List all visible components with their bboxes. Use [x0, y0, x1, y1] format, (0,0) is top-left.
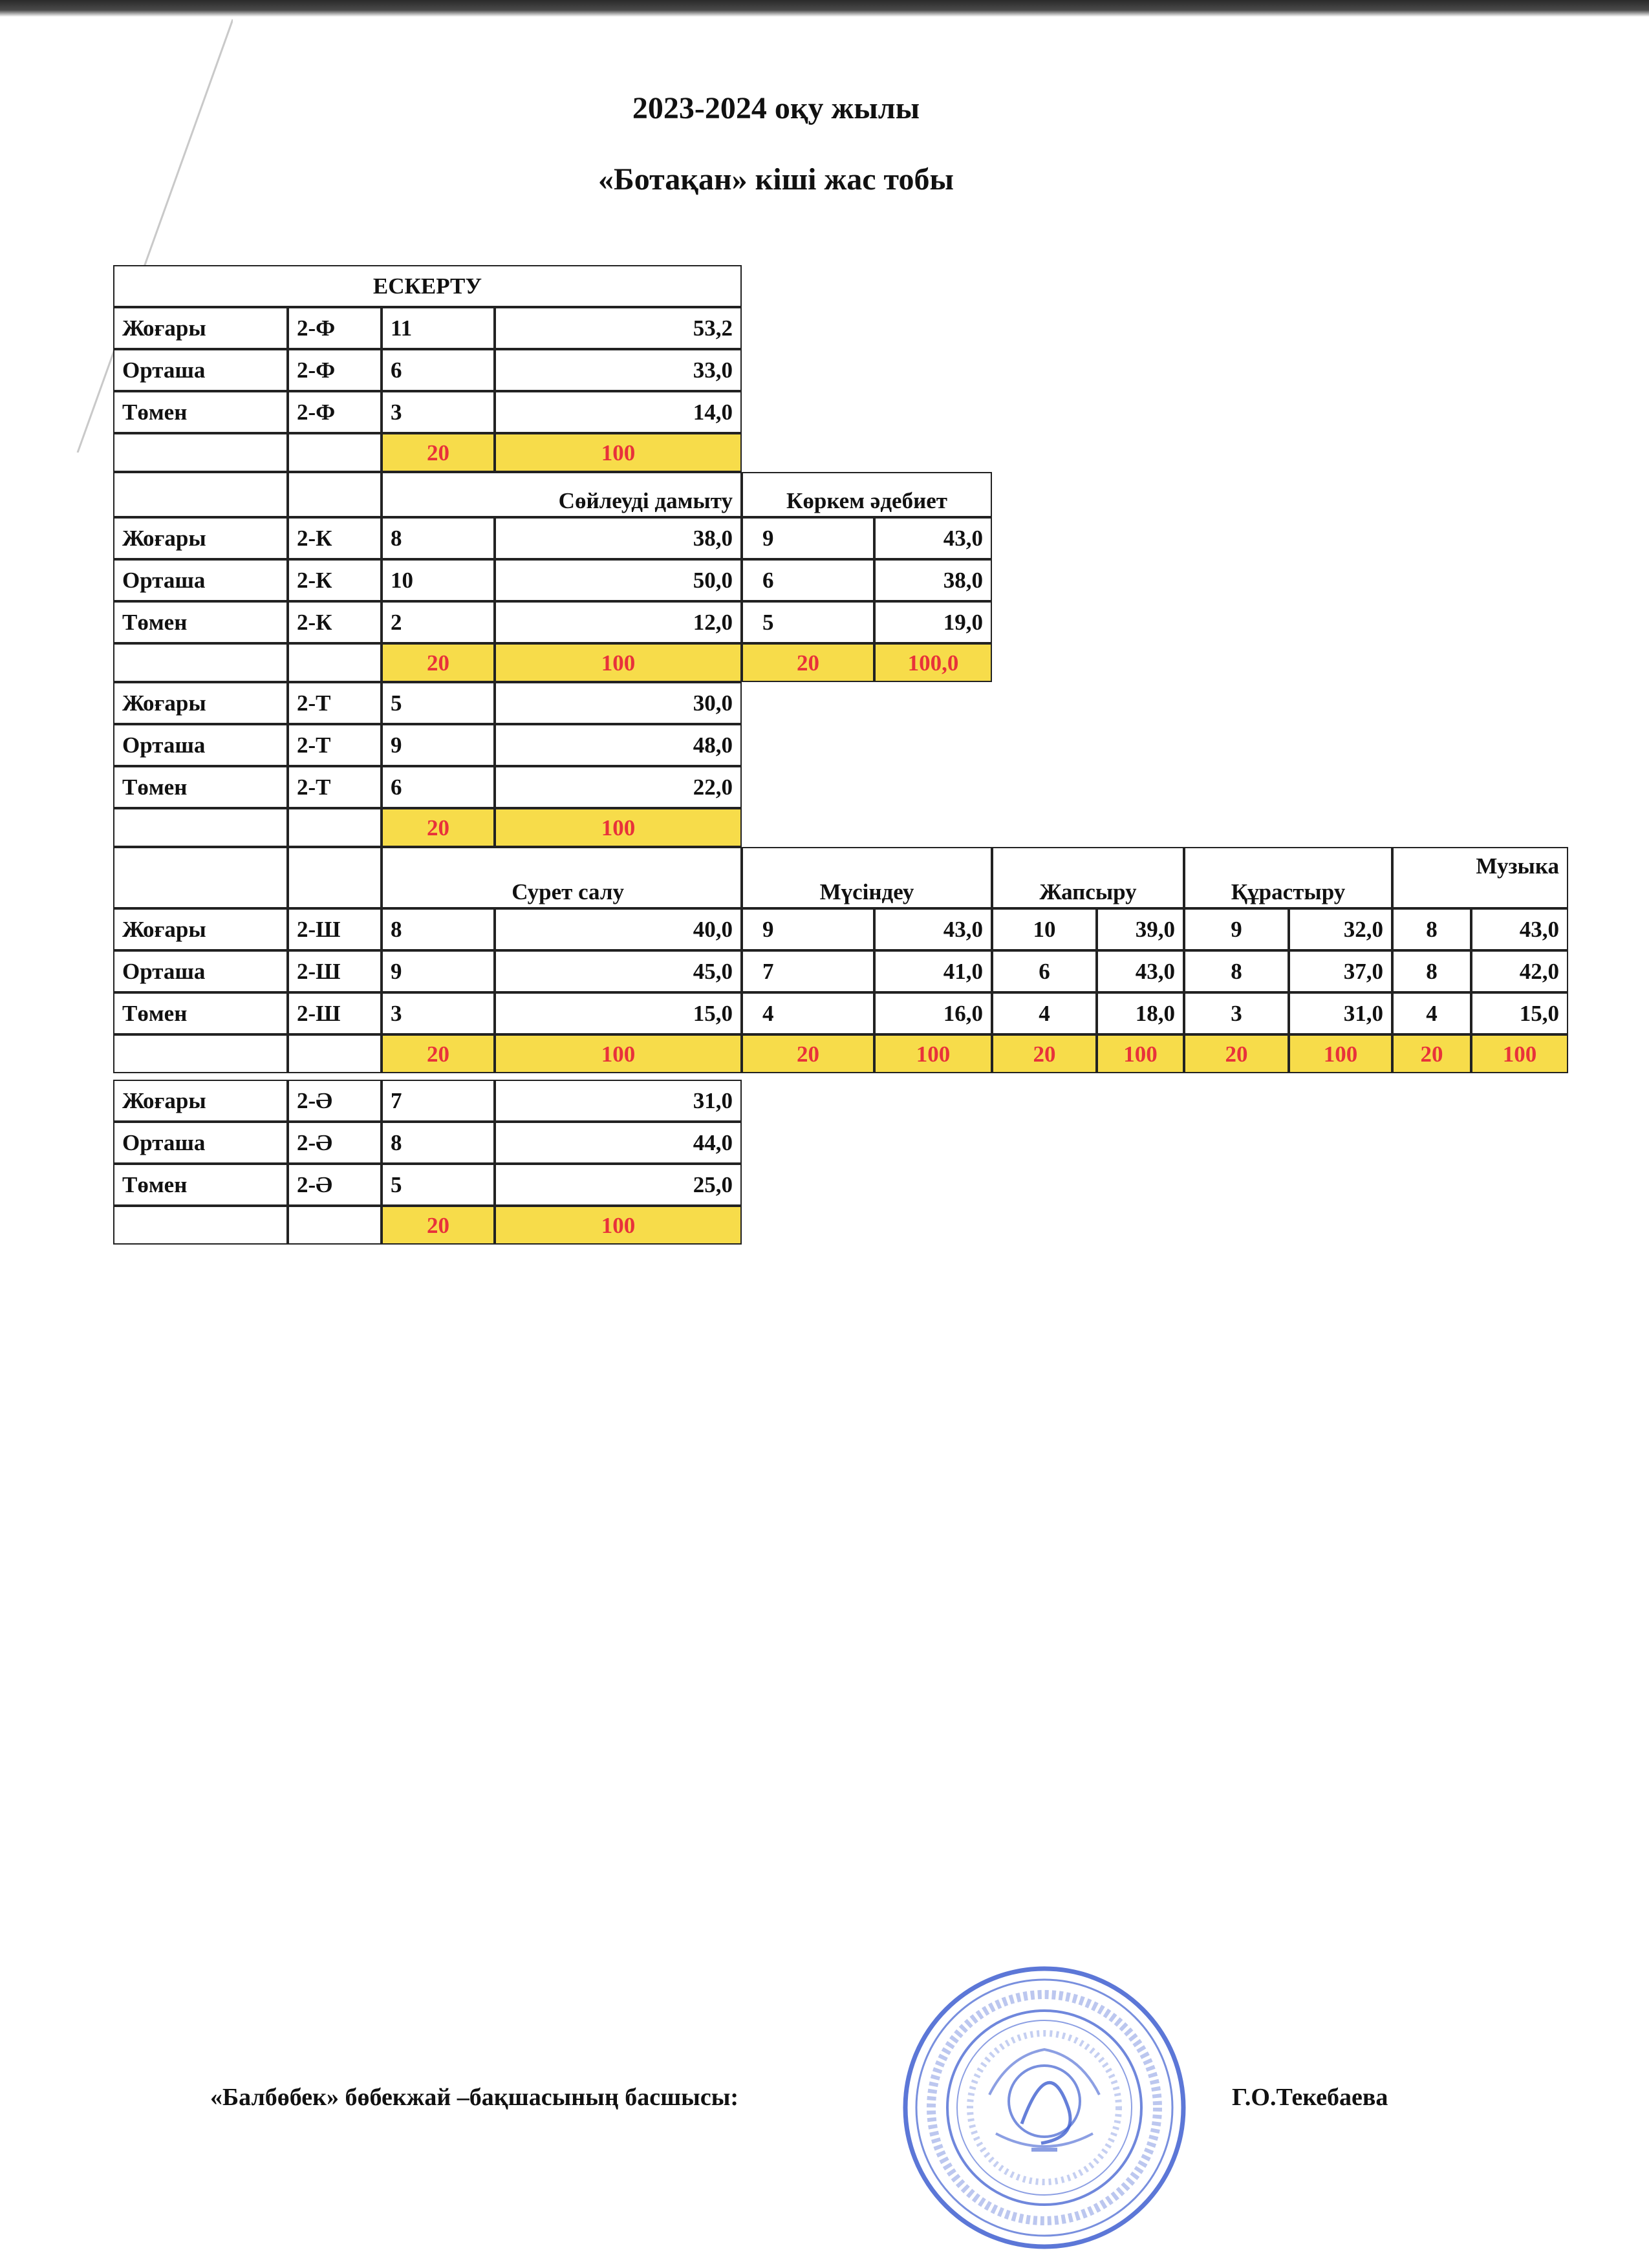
total-percent-cell: 100: [495, 433, 742, 472]
percent-cell: 25,0: [495, 1164, 742, 1206]
total-percent-cell: 100: [495, 1034, 742, 1073]
code-cell: 2-К: [288, 559, 382, 601]
level-cell: Жоғары: [113, 908, 288, 950]
empty-cell: [288, 433, 382, 472]
percent-cell: 48,0: [495, 724, 742, 766]
percent-cell: 38,0: [495, 517, 742, 559]
count-cell: 3: [382, 992, 495, 1034]
total-count-cell: 20: [742, 1034, 874, 1073]
total-count-cell: 20: [1184, 1034, 1289, 1073]
percent-cell: 15,0: [1471, 992, 1568, 1034]
percent-cell: 45,0: [495, 950, 742, 992]
total-percent-cell: 100: [495, 1206, 742, 1245]
code-cell: 2-Ә: [288, 1080, 382, 1122]
percent-cell: 19,0: [874, 601, 992, 643]
total-percent-cell: 100: [1097, 1034, 1184, 1073]
percent-cell: 39,0: [1097, 908, 1184, 950]
code-cell: 2-К: [288, 601, 382, 643]
percent-cell: 37,0: [1289, 950, 1392, 992]
level-cell: Төмен: [113, 601, 288, 643]
percent-cell: 31,0: [495, 1080, 742, 1122]
count-cell: 3: [382, 391, 495, 433]
percent-cell: 14,0: [495, 391, 742, 433]
empty-cell: [113, 433, 288, 472]
count-cell: 3: [1184, 992, 1289, 1034]
total-percent-cell: 100,0: [874, 643, 992, 682]
percent-cell: 12,0: [495, 601, 742, 643]
scan-top-edge: [0, 0, 1649, 17]
code-cell: 2-Ш: [288, 908, 382, 950]
percent-cell: 38,0: [874, 559, 992, 601]
count-cell: 8: [382, 908, 495, 950]
percent-cell: 33,0: [495, 349, 742, 391]
total-count-cell: 20: [742, 643, 874, 682]
percent-cell: 42,0: [1471, 950, 1568, 992]
code-cell: 2-Ш: [288, 950, 382, 992]
empty-cell: [113, 643, 288, 682]
empty-cell: [113, 472, 288, 517]
subject-header-music: Музыка: [1392, 847, 1568, 908]
percent-cell: 32,0: [1289, 908, 1392, 950]
total-count-cell: 20: [382, 643, 495, 682]
percent-cell: 44,0: [495, 1122, 742, 1164]
empty-cell: [288, 472, 382, 517]
count-cell: 5: [742, 601, 874, 643]
empty-cell: [288, 1206, 382, 1245]
subject-header-speech: Сөйлеуді дамыту: [382, 472, 742, 517]
total-percent-cell: 100: [1471, 1034, 1568, 1073]
level-cell: Жоғары: [113, 1080, 288, 1122]
percent-cell: 53,2: [495, 307, 742, 349]
subject-header-modeling: Мүсіндеу: [742, 847, 992, 908]
count-cell: 8: [382, 517, 495, 559]
percent-cell: 18,0: [1097, 992, 1184, 1034]
percent-cell: 50,0: [495, 559, 742, 601]
code-cell: 2-К: [288, 517, 382, 559]
empty-cell: [113, 1034, 288, 1073]
count-cell: 9: [742, 517, 874, 559]
empty-cell: [113, 1206, 288, 1245]
total-count-cell: 20: [382, 1034, 495, 1073]
code-cell: 2-Ә: [288, 1122, 382, 1164]
percent-cell: 16,0: [874, 992, 992, 1034]
count-cell: 8: [382, 1122, 495, 1164]
percent-cell: 43,0: [874, 517, 992, 559]
level-cell: Орташа: [113, 724, 288, 766]
percent-cell: 22,0: [495, 766, 742, 808]
total-count-cell: 20: [382, 808, 495, 847]
percent-cell: 43,0: [874, 908, 992, 950]
table-header: ЕСКЕРТУ: [113, 265, 742, 307]
level-cell: Төмен: [113, 766, 288, 808]
percent-cell: 15,0: [495, 992, 742, 1034]
count-cell: 10: [992, 908, 1097, 950]
code-cell: 2-Т: [288, 766, 382, 808]
code-cell: 2-Т: [288, 682, 382, 724]
count-cell: 11: [382, 307, 495, 349]
count-cell: 7: [382, 1080, 495, 1122]
director-name: Г.О.Текебаева: [1232, 2084, 1388, 2111]
percent-cell: 30,0: [495, 682, 742, 724]
percent-cell: 40,0: [495, 908, 742, 950]
count-cell: 4: [992, 992, 1097, 1034]
empty-cell: [113, 808, 288, 847]
code-cell: 2-Ф: [288, 349, 382, 391]
empty-cell: [288, 808, 382, 847]
level-cell: Орташа: [113, 349, 288, 391]
percent-cell: 31,0: [1289, 992, 1392, 1034]
count-cell: 9: [1184, 908, 1289, 950]
total-count-cell: 20: [382, 1206, 495, 1245]
count-cell: 10: [382, 559, 495, 601]
level-cell: Орташа: [113, 1122, 288, 1164]
count-cell: 9: [742, 908, 874, 950]
director-label: «Балбөбек» бөбекжай –бақшасының басшысы:: [210, 2084, 739, 2111]
subject-header-construction: Құрастыру: [1184, 847, 1392, 908]
count-cell: 7: [742, 950, 874, 992]
total-percent-cell: 100: [495, 643, 742, 682]
total-count-cell: 20: [1392, 1034, 1471, 1073]
empty-cell: [288, 847, 382, 908]
percent-cell: 43,0: [1471, 908, 1568, 950]
count-cell: 6: [382, 766, 495, 808]
code-cell: 2-Ф: [288, 307, 382, 349]
level-cell: Орташа: [113, 950, 288, 992]
total-percent-cell: 100: [495, 808, 742, 847]
count-cell: 4: [742, 992, 874, 1034]
count-cell: 6: [992, 950, 1097, 992]
code-cell: 2-Ш: [288, 992, 382, 1034]
empty-cell: [288, 1034, 382, 1073]
empty-cell: [113, 847, 288, 908]
count-cell: 9: [382, 950, 495, 992]
count-cell: 4: [1392, 992, 1471, 1034]
group-subtitle: «Ботақан» кіші жас тобы: [598, 162, 954, 197]
percent-cell: 43,0: [1097, 950, 1184, 992]
count-cell: 8: [1184, 950, 1289, 992]
code-cell: 2-Ә: [288, 1164, 382, 1206]
count-cell: 5: [382, 682, 495, 724]
count-cell: 6: [382, 349, 495, 391]
code-cell: 2-Ф: [288, 391, 382, 433]
level-cell: Жоғары: [113, 307, 288, 349]
count-cell: 8: [1392, 908, 1471, 950]
total-percent-cell: 100: [874, 1034, 992, 1073]
count-cell: 2: [382, 601, 495, 643]
subject-header-literature: Көркем әдебиет: [742, 472, 992, 517]
level-cell: Төмен: [113, 391, 288, 433]
page-title: 2023-2024 оқу жылы: [632, 91, 920, 125]
count-cell: 6: [742, 559, 874, 601]
subject-header-drawing: Сурет салу: [382, 847, 742, 908]
total-percent-cell: 100: [1289, 1034, 1392, 1073]
level-cell: Орташа: [113, 559, 288, 601]
percent-cell: 41,0: [874, 950, 992, 992]
empty-cell: [288, 643, 382, 682]
count-cell: 5: [382, 1164, 495, 1206]
level-cell: Төмен: [113, 992, 288, 1034]
count-cell: 8: [1392, 950, 1471, 992]
subject-header-applique: Жапсыру: [992, 847, 1184, 908]
official-stamp: [892, 1956, 1196, 2260]
level-cell: Жоғары: [113, 682, 288, 724]
count-cell: 9: [382, 724, 495, 766]
code-cell: 2-Т: [288, 724, 382, 766]
total-count-cell: 20: [992, 1034, 1097, 1073]
level-cell: Жоғары: [113, 517, 288, 559]
total-count-cell: 20: [382, 433, 495, 472]
level-cell: Төмен: [113, 1164, 288, 1206]
